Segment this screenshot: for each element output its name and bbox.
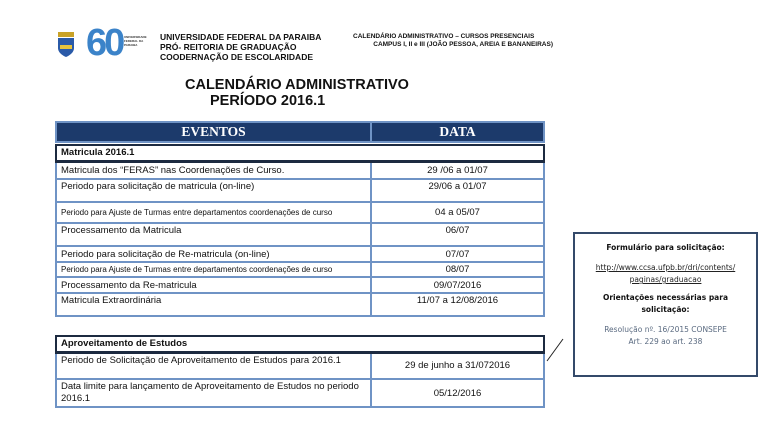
date-cell: 04 a 05/07 [371,202,544,223]
60-years-logo: 60 UNIVERSIDADE FEDERAL DA PARAIBA [86,22,147,64]
date-cell: 09/07/2016 [371,277,544,293]
resolution-text: Resolução nº. 16/2015 CONSEPE [604,325,727,334]
table-row [56,262,544,277]
callout-box [573,232,758,377]
event-cell: Periodo para Ajuste de Turmas entre departamentos coordenações de curso [56,262,371,277]
event-cell: Periodo de Solicitação de Aproveitamento de Estudos para 2016.1 [56,352,371,379]
form-link[interactable]: http://www.ccsa.ufpb.br/dri/contents/ [595,263,736,272]
event-cell: Matricula dos “FERAS” nas Coordenações de Curso. [56,161,371,179]
doc-line: CAMPUS I, II e III (JOÃO PESSOA, AREIA E BANANEIRAS) [373,41,553,48]
org-line: UNIVERSIDADE FEDERAL DA PARAIBA [160,32,322,42]
callout-pointer-line [545,335,575,365]
table-row [56,202,544,223]
table-row [56,293,544,316]
date-cell: 06/07 [371,223,544,246]
event-cell: Periodo para solicitação de Re-matricula (on-line) [56,246,371,262]
event-cell: Processamento da Matricula [56,223,371,246]
event-cell: Data limite para lançamento de Aproveitamento de Estudos no periodo 2016.1 [56,379,371,407]
date-cell: 08/07 [371,262,544,277]
date-cell: 11/07 a 12/08/2016 [371,293,544,316]
date-cell: 05/12/2016 [371,379,544,407]
org-header [160,32,321,62]
table-row [56,277,544,293]
table-row [56,352,544,379]
org-line: PRÓ- REITORIA DE GRADUAÇÃO [160,42,297,52]
articles-text: Art. 229 ao art. 238 [628,337,703,346]
table-row [56,161,544,179]
table-row [56,246,544,262]
date-cell: 07/07 [371,246,544,262]
doc-header [353,33,553,49]
table-row [56,223,544,246]
section-heading: Matricula 2016.1 [56,145,544,161]
matricula-table [55,121,545,317]
form-label: Formulário para solicitação: [606,243,725,252]
event-cell: Periodo para solicitação de matricula (on-line) [56,179,371,202]
form-link-continued[interactable]: paginas/graduacao [629,275,702,284]
date-cell: 29 /06 a 01/07 [371,161,544,179]
ufpb-crest-logo [57,32,75,58]
page-subtitle: PERÍODO 2016.1 [210,93,326,109]
date-cell: 29 de junho a 31/072016 [371,352,544,379]
col-header-date: DATA [371,122,544,142]
guidance-label: Orientações necessárias para solicitação: [602,293,729,314]
event-cell: Processamento da Re-matricula [56,277,371,293]
col-header-events: EVENTOS [56,122,371,142]
table-row [56,179,544,202]
page-title: CALENDÁRIO ADMINISTRATIVO [185,77,409,93]
section-heading: Aproveitamento de Estudos [56,336,544,352]
date-cell: 29/06 a 01/07 [371,179,544,202]
event-cell: Periodo para Ajuste de Turmas entre departamentos coordenações de curso [56,202,371,223]
event-cell: Matricula Extraordinária [56,293,371,316]
doc-line: CALENDÁRIO ADMINISTRATIVO – CURSOS PRESENCIAIS [353,33,535,40]
aproveitamento-table [55,335,545,408]
table-row [56,379,544,407]
org-line: COODERNAÇÃO DE ESCOLARIDADE [160,52,314,62]
